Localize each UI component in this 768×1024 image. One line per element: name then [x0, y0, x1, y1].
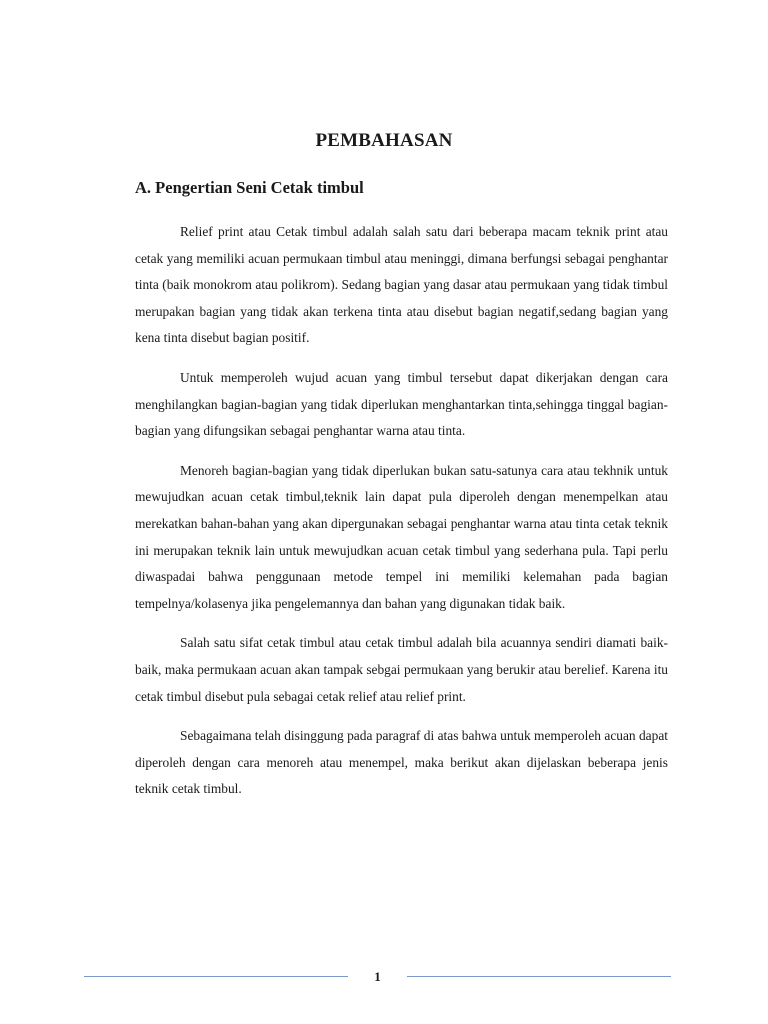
page-footer [84, 966, 671, 988]
footer-rule-right [407, 976, 671, 977]
page-title: PEMBAHASAN [315, 130, 453, 151]
body-text [135, 219, 668, 816]
paragraph-1: Relief print atau Cetak timbul adalah salah satu dari beberapa macam teknik print atau cetak yang memiliki acuan permukaan timbul atau meninggi, dimana berfungsi sebagai penghantar tinta (baik monokrom atau polikrom). Sedang bagian yang dasar atau permukaan yang tidak timbul merupakan bagian yang tidak akan terkena tinta atau disebut bagian negatif,sedang bagian yang kena tinta disebut bagian positif. [135, 224, 668, 346]
paragraph-2: Untuk memperoleh wujud acuan yang timbul tersebut dapat dikerjakan dengan cara menghilangkan bagian-bagian yang tidak diperlukan menghantarkan tinta,sehingga tinggal bagian-bagian yang difungsikan sebagai penghantar warna atau tinta. [135, 369, 668, 439]
page-number: 1 [374, 969, 381, 984]
paragraph-5: Sebagaimana telah disinggung pada paragraf di atas bahwa untuk memperoleh acuan dapat diperoleh dengan cara menoreh atau menempel, maka berikut akan dijelaskan beberapa jenis teknik cetak timbul. [135, 728, 668, 797]
section-heading: A. Pengertian Seni Cetak timbul [135, 178, 364, 197]
paragraph-3: Menoreh bagian-bagian yang tidak diperlukan bukan satu-satunya cara atau tekhnik untuk mewujudkan acuan cetak timbul,teknik lain dapat pula diperoleh dengan menempelkan atau merekatkan bahan-bahan yang akan dipergunakan sebagai penghantar warna atau tinta cetak teknik ini merupakan teknik lain untuk mewujudkan acuan cetak timbul yang sederhana pula. Tapi perlu diwaspadai bahwa penggunaan metode tempel ini memiliki kelemahan pada bagian tempelnya/kolasenya jika pengelemannya dan bahan yang digunakan tidak baik. [135, 462, 668, 611]
paragraph-4: Salah satu sifat cetak timbul atau cetak timbul adalah bila acuannya sendiri diamati baik-baik, maka permukaan acuan akan tampak sebgai permukaan yang berukir atau berelief. Karena itu cetak timbul disebut pula sebagai cetak relief atau relief print. [135, 635, 668, 704]
